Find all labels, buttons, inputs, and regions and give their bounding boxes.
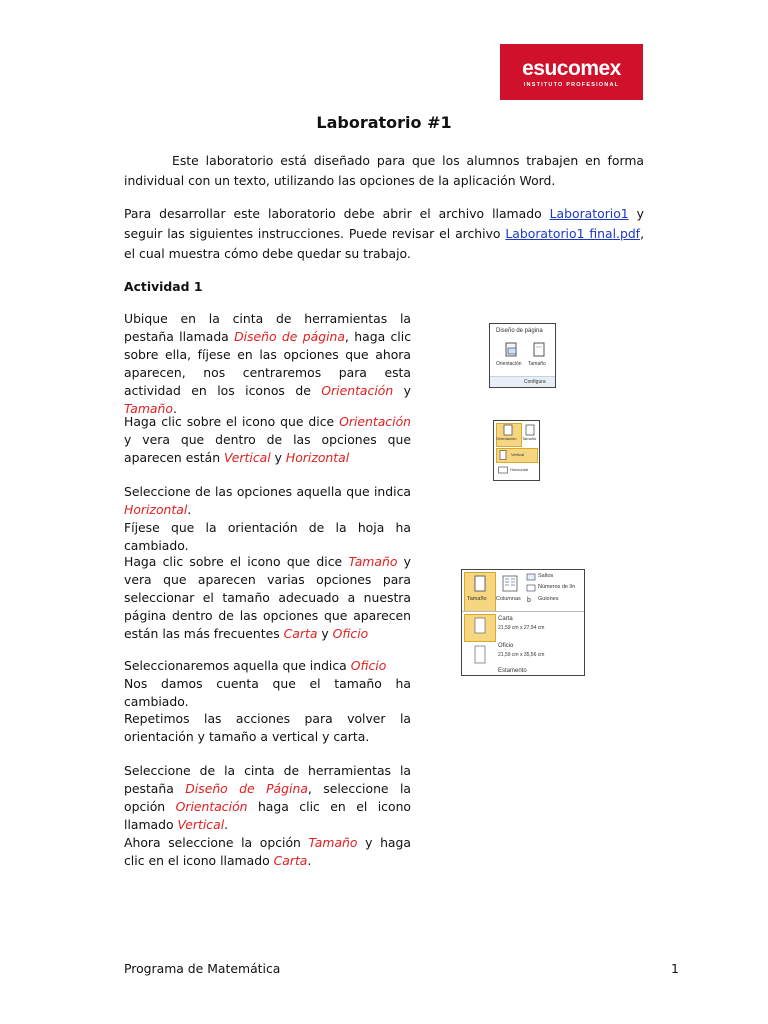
p5-line-2: Nos damos cuenta que el tamaño ha cambiado.: [124, 676, 411, 709]
p1-red-1: Diseño de página: [234, 329, 345, 344]
p1-red-3: Tamaño: [124, 401, 173, 416]
shot3-opt-carta-name: Carta: [498, 616, 513, 622]
line-numbers-icon: [526, 584, 536, 592]
p2-red-3: Horizontal: [285, 450, 350, 465]
screenshot-ribbon-page-setup: [489, 323, 556, 388]
intro-paragraph: Este laboratorio está diseñado para que los alumnos trabajen en forma individual con un texto, utilizando las opciones de la aplicación Word.: [124, 153, 644, 188]
p7-red-3: Vertical: [177, 817, 225, 832]
shot3-opt-carta-size: 21,59 cm x 27,94 cm: [498, 625, 545, 631]
p7-text-4: .: [224, 817, 229, 832]
shot3-opt-oficio-name: Oficio: [498, 643, 514, 649]
p2-text-3: y: [270, 450, 286, 465]
paragraph-7: [124, 762, 411, 870]
shot3-opt-estamento-name: Estamento: [498, 668, 527, 674]
screenshot-size-menu: [461, 569, 585, 676]
page-legal-icon: [473, 645, 487, 665]
p4-text-3: y: [317, 626, 333, 641]
page-landscape-icon: [498, 466, 509, 474]
p4-text-2: y vera que aparecen varias opciones para seleccionar el tamaño adecuado a nuestra página dentro de las opciones que aparecen están las más frecuentes: [124, 554, 411, 641]
p2-text-1: Haga clic sobre el icono que dice: [124, 414, 340, 429]
p3-line-2: Fíjese que la orientación de la hoja ha cambiado.: [124, 520, 411, 553]
instructions-text-1: Para desarrollar este laboratorio debe abrir el archivo llamado: [124, 206, 550, 221]
p4-text-1: Haga clic sobre el icono que dice: [124, 554, 349, 569]
shot3-side-line-numbers: Números de lín: [538, 584, 576, 590]
p7-text-6: y haga clic en el icono llamado: [124, 835, 411, 868]
svg-text:b: b: [527, 597, 531, 603]
page-portrait-icon: [499, 450, 507, 460]
orientation-icon: [504, 342, 518, 358]
p4-red-1: Tamaño: [348, 554, 398, 569]
p7-text-3: haga clic en el icono llamado: [124, 799, 411, 832]
size-icon: [532, 342, 546, 358]
activity-heading: Actividad 1: [124, 279, 203, 294]
p4-red-3: Oficio: [332, 626, 369, 641]
p2-text-2: y vera que dentro de las opciones que aparecen están: [124, 432, 411, 465]
size-icon: [524, 424, 536, 436]
shot3-opt-oficio-size: 21,59 cm x 35,56 cm: [498, 652, 545, 658]
p3-text-2: .: [187, 502, 192, 517]
p5-red-1: Oficio: [350, 658, 387, 673]
p1-red-2: Orientación: [321, 383, 394, 398]
shot3-side-breaks: Saltos: [538, 573, 554, 579]
shot1-btn-orientation: Orientación: [496, 361, 522, 367]
p7-text-1: Seleccione de la cinta de herramientas la pestaña: [124, 763, 411, 796]
logo-subtitle: INSTITUTO PROFESIONAL: [523, 82, 620, 88]
p1-text-2: , haga clic sobre ella, fíjese en las opciones que ahora aparecen, nos centraremos para esta actividad en los iconos de: [124, 329, 412, 398]
footer-program: Programa de Matemática: [124, 961, 281, 976]
shot2-horizontal-label: Horizontal: [510, 467, 529, 472]
page-title: Laboratorio #1: [316, 113, 452, 132]
shot2-btn-orientation: Orientación: [496, 436, 517, 441]
p1-text-4: .: [172, 401, 177, 416]
p7-text-5: Ahora seleccione la opción: [124, 835, 309, 850]
paragraph-6: Repetimos las acciones para volver la orientación y tamaño a vertical y carta.: [124, 711, 411, 744]
shot2-option-vertical: [496, 448, 538, 463]
paragraph-2: [124, 413, 411, 467]
paragraph-4: [124, 553, 411, 643]
p3-text-1: Seleccione de las opciones aquella que indica: [124, 484, 411, 499]
p7-red-1: Diseño de Página: [185, 781, 308, 796]
columns-icon: [502, 575, 518, 593]
instructions-text-3: , el cual muestra cómo debe quedar su trabajo.: [124, 226, 645, 261]
p3-red-1: Horizontal: [124, 502, 188, 517]
screenshot-orientation-menu: [493, 420, 540, 481]
paragraph-1: [124, 310, 411, 418]
p4-red-2: Carta: [283, 626, 318, 641]
p1-text-3: y: [393, 383, 411, 398]
shot3-btn-size: Tamaño: [467, 596, 487, 602]
shot3-divider: [462, 611, 584, 612]
shot1-group-bar: [490, 376, 555, 388]
p1-text-1: Ubique en la cinta de herramientas la pestaña llamada: [124, 311, 411, 344]
p7-red-5: Carta: [273, 853, 308, 868]
shot1-group-label: Configura: [524, 379, 546, 385]
orientation-icon: [502, 424, 514, 436]
shot2-vertical-label: Vertical: [511, 452, 525, 457]
p2-red-2: Vertical: [224, 450, 271, 465]
shot2-btn-size: Tamaño: [522, 436, 537, 441]
instructions-text-2: y seguir las siguientes instrucciones. Puede revisar el archivo: [124, 206, 644, 241]
p2-red-1: Orientación: [339, 414, 411, 429]
p5-text-1: Seleccionaremos aquella que indica: [124, 658, 351, 673]
size-icon: [473, 575, 487, 593]
shot3-btn-columns: Columnas: [496, 596, 521, 602]
shot2-option-horizontal: [496, 464, 536, 477]
instructions-paragraph: [124, 204, 644, 264]
breaks-icon: [526, 573, 536, 581]
shot1-btn-size: Tamaño: [528, 361, 546, 367]
link-laboratorio1[interactable]: Laboratorio1: [549, 206, 629, 221]
link-laboratorio1-final-pdf[interactable]: Laboratorio1 final.pdf: [505, 226, 641, 241]
p7-red-2: Orientación: [175, 799, 248, 814]
logo-wordmark: esucomex: [522, 57, 621, 80]
p7-text-2: , seleccione la opción: [124, 781, 412, 814]
shot1-tab-label: Diseño de página: [496, 328, 543, 334]
page-letter-icon: [473, 617, 487, 635]
footer-page-number: 1: [671, 961, 679, 976]
paragraph-3: [124, 483, 411, 555]
p7-text-7: .: [307, 853, 312, 868]
paragraph-5: [124, 657, 411, 711]
esucomex-logo: [500, 44, 643, 100]
p7-red-4: Tamaño: [308, 835, 358, 850]
hyphenation-icon: [526, 595, 536, 603]
shot3-side-hyphenation: Guiones: [538, 596, 559, 602]
